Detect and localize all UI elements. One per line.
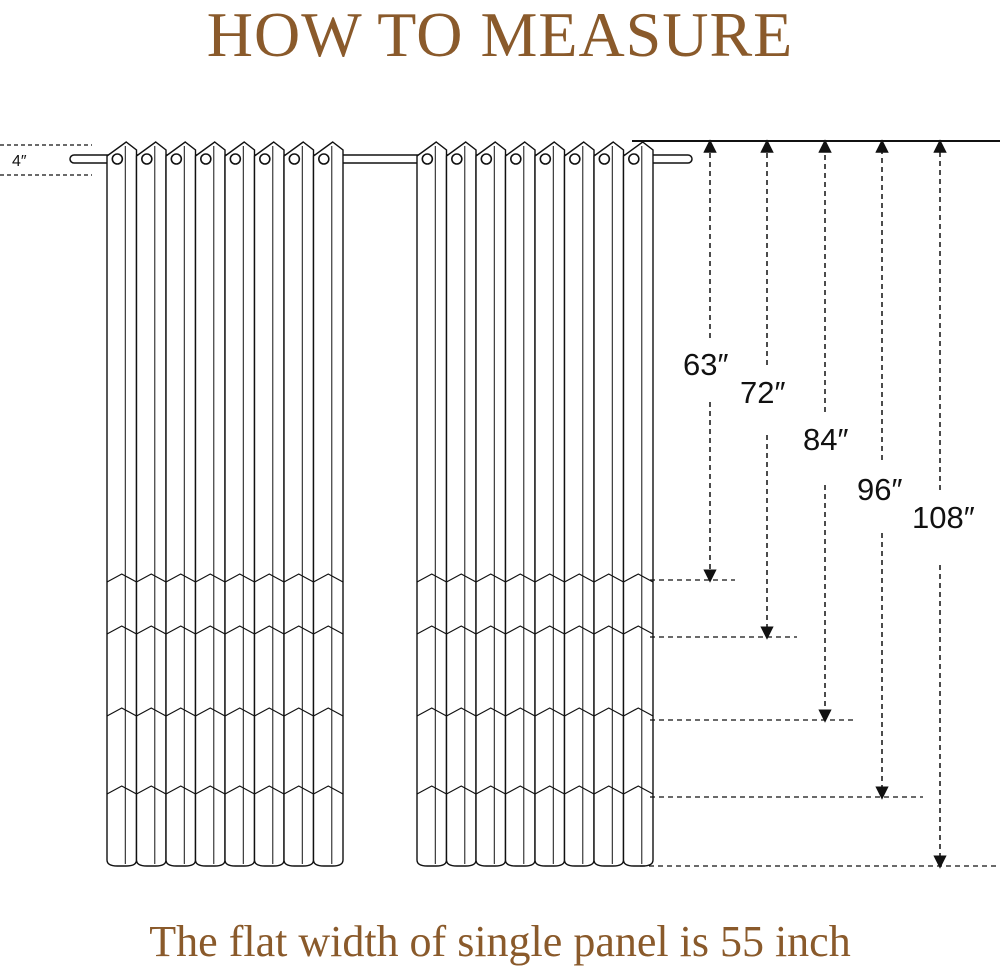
length-measure [650,146,923,797]
length-measure [650,146,853,720]
left-pleat [225,142,255,866]
curtain-panel-left [107,142,343,866]
right-pleat [535,142,565,866]
right-pleat [476,142,506,866]
left-pleat [137,142,167,866]
grommet-icon [481,154,491,164]
left-pleat [284,142,314,866]
length-label: 63″ [683,347,729,382]
grommet-icon [452,154,462,164]
grommet-icon [511,154,521,164]
length-measure [650,146,797,637]
left-pleat [196,142,226,866]
left-pleat [107,142,137,866]
grommet-icon [112,154,122,164]
left-pleat [166,142,196,866]
right-pleat [624,142,654,866]
right-pleat [506,142,536,866]
right-pleat [417,142,447,866]
length-label: 108″ [912,500,975,535]
length-label: 96″ [857,472,903,507]
length-measure [650,146,735,580]
left-pleat [255,142,285,866]
grommet-icon [201,154,211,164]
panel-width-caption: The flat width of single panel is 55 inch [149,917,851,966]
grommet-icon [289,154,299,164]
length-label: 84″ [803,422,849,457]
length-measures [632,141,1000,866]
right-pleat [594,142,624,866]
grommet-icon [171,154,181,164]
grommet-icon [570,154,580,164]
grommet-icon [629,154,639,164]
grommet-icon [230,154,240,164]
grommet-icon [319,154,329,164]
grommet-icon [422,154,432,164]
left-pleat [314,142,344,866]
length-label: 72″ [740,375,786,410]
right-pleat [447,142,477,866]
header-height-label: 4″ [12,153,27,170]
page-title: HOW TO MEASURE [206,0,794,70]
grommet-icon [260,154,270,164]
grommet-icon [142,154,152,164]
curtain-panel-right [417,142,653,866]
grommet-icon [599,154,609,164]
right-pleat [565,142,595,866]
length-measure [640,146,1000,866]
grommet-icon [540,154,550,164]
